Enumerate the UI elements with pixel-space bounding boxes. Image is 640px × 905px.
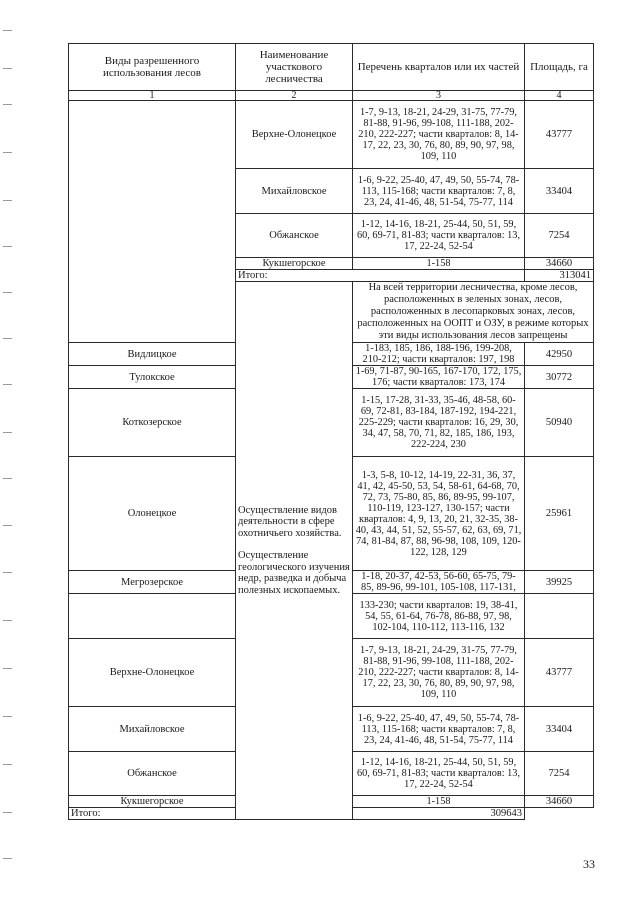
page-number: 33 xyxy=(583,857,595,871)
district-name: Мегрозерское xyxy=(69,571,236,594)
use-type-geology: Осуществление геологического изучения недр, разведка и добыча полезных ископаемых. xyxy=(238,550,350,596)
area-value: 34660 xyxy=(525,258,594,270)
district-name: Видлицкое xyxy=(69,343,236,366)
quarters-list: 1-6, 9-22, 25-40, 47, 49, 50, 55-74, 78-113, 115-168; части кварталов: 7, 8, 23, 24, 41-46, 48, 51-54, 75-77, 114 xyxy=(353,169,525,214)
area-value: 43777 xyxy=(525,639,594,707)
district-name: Тулокское xyxy=(69,366,236,389)
column-number-row xyxy=(69,91,594,101)
area-value: 7254 xyxy=(525,752,594,796)
column-number: 4 xyxy=(525,91,594,101)
quarters-list: 1-7, 9-13, 18-21, 24-29, 31-75, 77-79, 81-88, 91-96, 99-108, 111-188, 202-210, 222-227; части кварталов: 8, 14-17, 22, 23, 30, 76, 80, 89, 90, 97, 98, 109, 110 xyxy=(353,639,525,707)
header-row xyxy=(69,44,594,91)
area-value: 33404 xyxy=(525,707,594,752)
total-value: 313041 xyxy=(525,270,594,282)
table-row xyxy=(69,101,594,169)
area-value: 33404 xyxy=(525,169,594,214)
area-value: 50940 xyxy=(525,389,594,457)
territory-note: На всей территории лесничества, кроме лесов, расположенных в зеленых зонах, лесов, расположенных в лесопарковых зонах, лесов, расположенных на ООПТ и ОЗУ, в режиме которых эти виды использования лесов запрещены xyxy=(353,282,594,343)
district-name: Михайловское xyxy=(69,707,236,752)
district-name: Михайловское xyxy=(236,169,353,214)
quarters-list: 1-12, 14-16, 18-21, 25-44, 50, 51, 59, 60, 69-71, 81-83; части кварталов: 13, 17, 22-24, 52-54 xyxy=(353,214,525,258)
district-name: Верхне-Олонецкое xyxy=(69,639,236,707)
quarters-list: 1-15, 17-28, 31-33, 35-46, 48-58, 60-69, 72-81, 83-184, 187-192, 194-221, 225-229; части кварталов: 16, 29, 30, 34, 47, 58, 70, 71, 82, 185, 186, 193, 222-224, 230 xyxy=(353,389,525,457)
quarters-list: 1-158 xyxy=(353,258,525,270)
quarters-list: 1-183, 185, 186, 188-196, 199-208, 210-212; части кварталов: 197, 198 xyxy=(353,343,525,366)
total-value: 309643 xyxy=(353,808,525,820)
district-name: Кукшегорское xyxy=(69,796,236,808)
area-value: 34660 xyxy=(525,796,594,808)
area-value: 43777 xyxy=(525,101,594,169)
area-value: 25961 xyxy=(525,457,594,571)
area-value xyxy=(525,594,594,639)
quarters-list: 1-69, 71-87, 90-165, 167-170, 172, 175, 176; части кварталов: 173, 174 xyxy=(353,366,525,389)
total-row xyxy=(69,808,594,820)
district-name: Верхне-Олонецкое xyxy=(236,101,353,169)
area-value: 30772 xyxy=(525,366,594,389)
quarters-list: 1-12, 14-16, 18-21, 25-44, 50, 51, 59, 60, 69-71, 81-83; части кварталов: 13, 17, 22-24, 52-54 xyxy=(353,752,525,796)
total-label: Итого: xyxy=(69,808,353,820)
district-name: Обжанское xyxy=(69,752,236,796)
area-value: 7254 xyxy=(525,214,594,258)
quarters-list: 133-230; части кварталов: 19, 38-41, 54, 55, 61-64, 76-78, 86-88, 97, 98, 102-104, 110-112, 113-116, 132 xyxy=(353,594,525,639)
binding-marks xyxy=(0,0,18,905)
use-type-cell-empty xyxy=(69,101,236,343)
column-number: 2 xyxy=(236,91,353,101)
district-name: Кукшегорское xyxy=(236,258,353,270)
quarters-list: 1-158 xyxy=(353,796,525,808)
header-quarters: Перечень кварталов или их частей xyxy=(353,44,525,91)
forest-use-table xyxy=(68,43,594,820)
column-number: 1 xyxy=(69,91,236,101)
quarters-list: 1-7, 9-13, 18-21, 24-29, 31-75, 77-79, 81-88, 91-96, 99-108, 111-188, 202-210, 222-227; части кварталов: 8, 14-17, 22, 23, 30, 76, 80, 89, 90, 97, 98, 109, 110 xyxy=(353,101,525,169)
area-value: 39925 xyxy=(525,571,594,594)
quarters-list: 1-3, 5-8, 10-12, 14-19, 22-31, 36, 37, 41, 42, 45-50, 53, 54, 58-61, 64-68, 70, 72, 73, 75-80, 85, 86, 89-95, 99-107, 110-119, 123-127, 130-157; части кварталов: 4, 9, 13, 20, 21, 32-35, 38-40, 43, 44, 51, 52, 55-57, 62, 63, 69, 71, 74, 81-84, 87, 88, 96-98, 108, 109, 120-122, 128, 129 xyxy=(353,457,525,571)
quarters-list: 1-6, 9-22, 25-40, 47, 49, 50, 55-74, 78-113, 115-168; части кварталов: 7, 8, 23, 24, 41-46, 48, 51-54, 75-77, 114 xyxy=(353,707,525,752)
district-name xyxy=(69,594,236,639)
header-area: Площадь, га xyxy=(525,44,594,91)
header-district: Наименование участкового лесничества xyxy=(236,44,353,91)
header-use-type: Виды разрешенного использования лесов xyxy=(69,44,236,91)
column-number: 3 xyxy=(353,91,525,101)
total-label: Итого: xyxy=(236,270,525,282)
quarters-list: 1-18, 20-37, 42-53, 56-60, 65-75, 79-85, 89-96, 99-101, 105-108, 117-131, xyxy=(353,571,525,594)
use-type-hunting: Осуществление видов деятельности в сфере охотничьего хозяйства. xyxy=(238,504,342,539)
area-value: 42950 xyxy=(525,343,594,366)
district-name: Обжанское xyxy=(236,214,353,258)
district-name: Олонецкое xyxy=(69,457,236,571)
district-name: Коткозерское xyxy=(69,389,236,457)
use-type-cell xyxy=(236,282,353,820)
